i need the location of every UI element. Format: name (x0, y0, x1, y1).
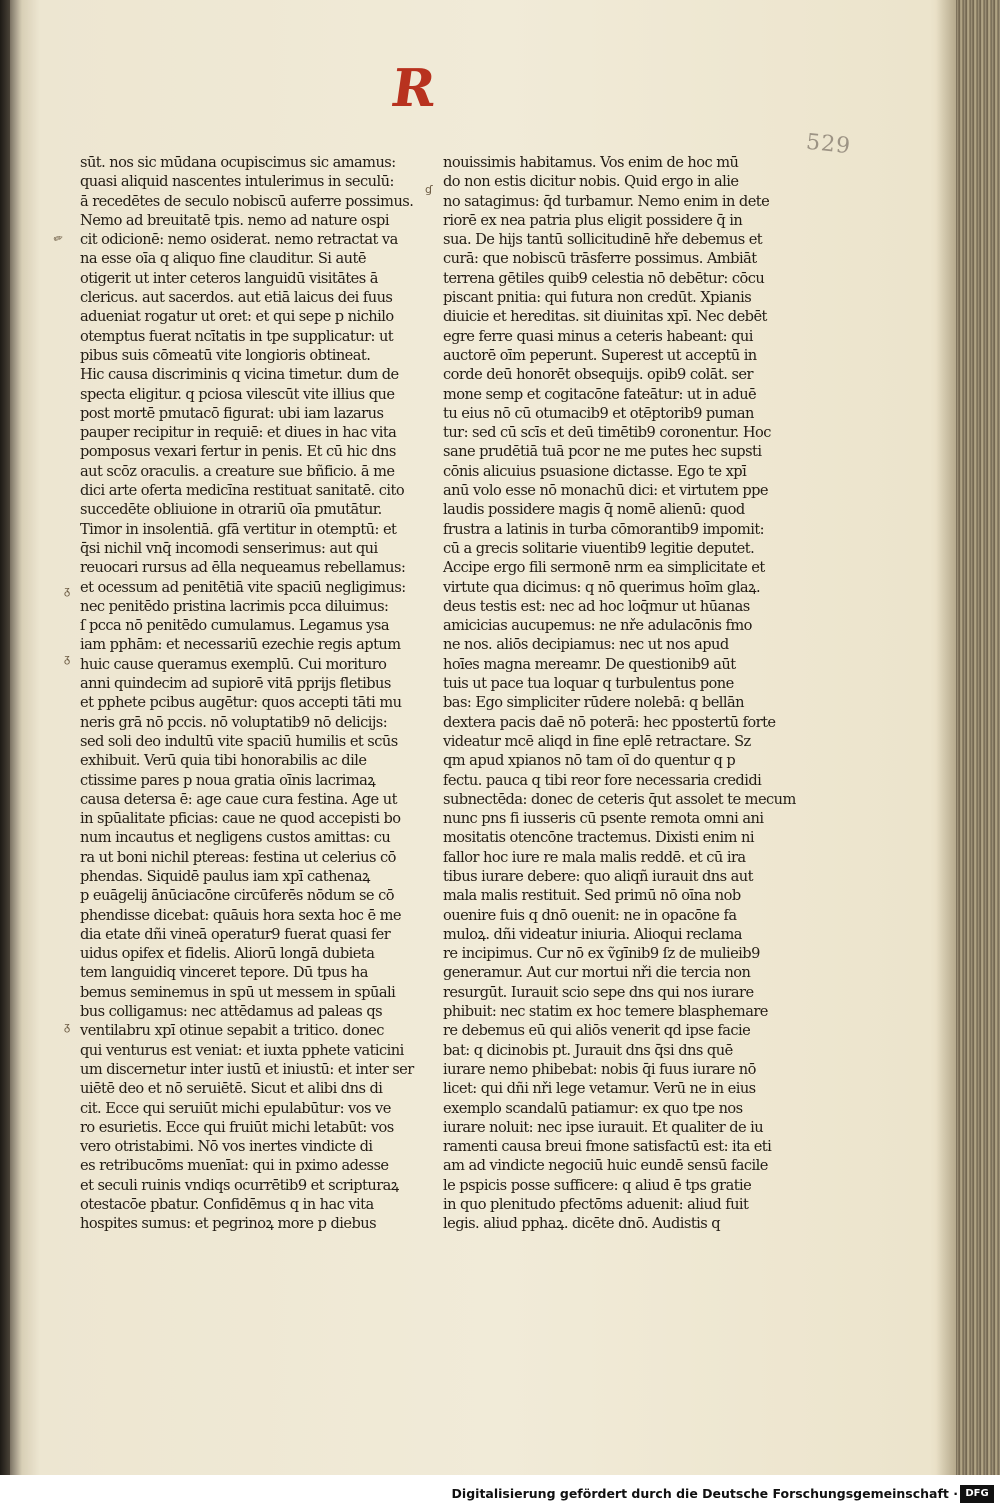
text-line: um discernetur inter iustū et iniustū: et inter ser (80, 1060, 414, 1078)
text-line: et pphete pcibus augētur: quos accepti tāti mu (80, 694, 402, 712)
dfg-logo: DFG (960, 1485, 994, 1503)
text-line: reuocari rursus ad ēlla nequeamus rebellamus: (80, 559, 406, 577)
text-line: cōnis alicuius psuasione dictasse. Ego te xpī (443, 462, 747, 480)
text-line: amicicias aucupemus: ne nře adulacōnis fmo (443, 617, 752, 635)
text-line: otestacōe pbatur. Confidēmus q in hac vita (80, 1196, 374, 1214)
text-line: anni quindecim ad supiorē vitā pprijs fletibus (80, 675, 391, 693)
text-line: pomposus vexari fertur in penis. Et cū hic dns (80, 443, 396, 461)
text-line: mositatis otencōne tractemus. Dixisti enim ni (443, 829, 754, 847)
text-line: exhibuit. Verū quia tibi honorabilis ac dile (80, 752, 367, 770)
text-line: videatur mcē aliqd in fine eplē retractare. Sz (443, 732, 751, 750)
text-line: egre ferre quasi minus a ceteris habeant: qui (443, 327, 753, 345)
text-line: terrena gētiles quib9 celestia nō debētur: cōcu (443, 269, 765, 287)
text-line: q̄si nichil vnq̄ incomodi senserimus: aut qui (80, 539, 378, 557)
text-line: tuis ut pace tua loquar q turbulentus pone (443, 675, 734, 693)
text-line: quasi aliquid nascentes intulerimus in seculū: (80, 173, 394, 191)
text-line: corde deū honorēt obsequijs. opib9 colāt. ser (443, 366, 753, 384)
text-line: Accipe ergo fili sermonē nrm ea simplicitate et (443, 559, 765, 577)
text-line: vero otristabimi. Nō vos inertes vindicte di (80, 1138, 373, 1156)
marginal-annotation: ✎ (50, 231, 67, 246)
text-line: num incautus et negligens custos amittas: cu (80, 829, 391, 847)
text-line: mone semp et cogitacōne fateātur: ut in aduē (443, 385, 757, 403)
text-line: subnectēda: donec de ceteris q̄ut assolet te mecum (443, 790, 796, 808)
page-block-edge (956, 0, 1000, 1475)
text-line: na esse oīa q aliquo fine clauditur. Si autē (80, 250, 366, 268)
text-line: phibuit: nec statim ex hoc temere blasphemare (443, 1003, 768, 1021)
text-line: laudis possidere magis q̄ nomē alienū: quod (443, 501, 745, 519)
text-line: cit. Ecce qui seruiūt michi epulabūtur: vos ve (80, 1099, 391, 1117)
text-line: nec penitēdo pristina lacrimis pcca diluimus: (80, 597, 389, 615)
text-line: ā recedētes de seculo nobiscū auferre possimus. (80, 192, 414, 210)
text-line: Hic causa discriminis q vicina timetur. dum de (80, 366, 399, 384)
text-line: causa detersa ē: age caue cura festina. Age ut (80, 790, 397, 808)
text-line: cū a grecis solitarie viuentib9 legitie deputet. (443, 539, 755, 557)
text-line: otigerit ut inter ceteros languidū visitātes ā (80, 269, 378, 287)
text-line: deus testis est: nec ad hoc loq̄mur ut hūanas (443, 597, 750, 615)
text-line: nouissimis habitamus. Vos enim de hoc mū (443, 154, 739, 171)
text-line: Nemo ad breuitatē tpis. nemo ad nature ospi (80, 211, 389, 229)
text-line: am ad vindicte negociū huic eundē sensū facile (443, 1157, 768, 1175)
text-line: aut scōz oraculis. a creature sue bñficio. ā me (80, 462, 395, 480)
text-line: tibus iurare debere: quo aliqñ iurauit dns aut (443, 867, 753, 885)
text-line: qm apud xpianos nō tam oī do quentur q p (443, 752, 736, 770)
text-line: virtute qua dicimus: q nō querimus hoīm glaꝝ. (443, 578, 761, 596)
text-line: bus colligamus: nec attēdamus ad paleas qs (80, 1003, 383, 1021)
marginal-annotation: ᵹ (64, 584, 71, 597)
text-line: et seculi ruinis vndiqs ocurrētib9 et scripturaꝝ (80, 1176, 399, 1194)
folio-number: 529 (804, 129, 853, 160)
text-line: resurgūt. Iurauit scio sepe dns qui nos iurare (443, 983, 754, 1001)
text-line: et ocessum ad penitētiā vite spaciū negligimus: (80, 578, 406, 596)
text-line: ramenti causa breui fmone satisfactū est: ita eti (443, 1138, 772, 1156)
page-edge-shadow (936, 0, 956, 1475)
text-line: tur: sed cū scīs et deū timētib9 coronentur. Hoc (443, 424, 771, 442)
text-line: neris grā nō pccis. nō voluptatib9 nō delicijs: (80, 713, 388, 731)
text-line: ouenire fuis q dnō ouenit: ne in opacōne fa (443, 906, 737, 924)
text-line: iam pphām: et necessariū ezechie regis aptum (80, 636, 401, 654)
text-line: muloꝝ. dñi videatur iniuria. Alioqui reclama (443, 925, 742, 943)
text-line: bat: q dicinobis pt. Jurauit dns q̄si dns quē (443, 1041, 733, 1059)
marginal-annotation: ᵹ (64, 1020, 71, 1033)
text-line: ne nos. aliōs decipiamus: nec ut nos apud (443, 636, 729, 654)
text-line: bemus seminemus in spū ut messem in spūali (80, 983, 396, 1001)
text-line: phendas. Siquidē paulus iam xpī cathenaꝝ (80, 867, 370, 885)
right-text-column (443, 153, 796, 1234)
text-line: pibus suis cōmeatū vite longioris obtineat. (80, 346, 371, 364)
text-line: dia etate dñi vineā operatur9 fuerat quasi fer (80, 925, 391, 943)
rubricated-initial: R (387, 58, 438, 119)
text-line: curā: que nobiscū trāsferre possimus. Ambiāt (443, 250, 757, 268)
text-line: fectu. pauca q tibi reor fore necessaria credidi (443, 771, 762, 789)
text-line: cit odicionē: nemo osiderat. nemo retractat va (80, 231, 398, 249)
text-line: hospites sumus: et pegrinoꝝ more p diebus (80, 1215, 377, 1233)
text-line: diuicie et hereditas. sit diuinitas xpī. Nec debēt (443, 308, 767, 326)
text-line: specta eligitur. q pciosa vilescūt vite illius que (80, 385, 395, 403)
text-line: ventilabru xpī otinue sepabit a tritico. donec (80, 1022, 384, 1040)
text-line: anū volo esse nō monachū dici: et virtutem ppe (443, 482, 769, 500)
text-line: iurare nemo phibebat: nobis q̄i fuus iurare nō (443, 1060, 756, 1078)
text-line: generamur. Aut cur mortui nři die tercia non (443, 964, 751, 982)
text-line: in spūalitate pficias: caue ne quod accepisti bo (80, 810, 401, 828)
text-line: hoīes magna mereamr. De questionib9 aūt (443, 655, 736, 673)
text-line: licet: qui dñi nři lege vetamur. Verū ne in eius (443, 1080, 756, 1098)
text-line: uidus opifex et fidelis. Aliorū longā dubieta (80, 945, 375, 963)
text-line: otemptus fuerat ncītatis in tpe supplicatur: ut (80, 327, 394, 345)
text-line: auctorē oīm peperunt. Superest ut acceptū in (443, 346, 757, 364)
text-line: tu eius nō cū otumacib9 et otēptorib9 puman (443, 404, 754, 422)
text-line: no satagimus: q̄d turbamur. Nemo enim in dete (443, 192, 770, 210)
text-line: uiētē deo et nō seruiētē. Sicut et alibi dns di (80, 1080, 383, 1098)
text-line: riorē ex nea patria plus eligit possidere q̄ in (443, 211, 743, 229)
text-line: adueniat rogatur ut oret: et qui sepe p nichilo (80, 308, 394, 326)
text-line: sed soli deo indultū vite spaciū humilis et scūs (80, 732, 398, 750)
text-line: qui venturus est veniat: et iuxta pphete vaticini (80, 1041, 404, 1059)
text-line: exemplo scandalū patiamur: ex quo tpe nos (443, 1099, 743, 1117)
funding-credit: Digitalisierung gefördert durch die Deutsche Forschungsgemeinschaft · (451, 1486, 958, 1501)
text-line: clericus. aut sacerdos. aut etiā laicus dei fuus (80, 289, 393, 307)
text-line: ctissime pares p noua gratia oīnis lacrimaꝝ (80, 771, 376, 789)
text-line: phendisse dicebat: quāuis hora sexta hoc ē me (80, 906, 402, 924)
text-line: pauper recipitur in requiē: et diues in hac vita (80, 424, 397, 442)
text-line: sane prudētiā tuā pcor ne me putes hec supsti (443, 443, 762, 461)
text-line: sūt. nos sic mūdana ocupiscimus sic amamus: (80, 154, 396, 171)
text-line: dici arte oferta medicīna restituat sanitatē. cito (80, 482, 405, 500)
text-line: in quo plenitudo pfectōms aduenit: aliud fuit (443, 1196, 749, 1214)
marginal-annotation: ɠ (425, 183, 433, 196)
left-text-column (80, 153, 414, 1234)
text-line: sua. De hijs tantū sollicitudinē hře debemus et (443, 231, 763, 249)
text-line: re incipimus. Cur nō ex ṽgīnib9 ſz de mulieib9 (443, 945, 760, 963)
book-binding (0, 0, 10, 1475)
text-line: tem languidiq vinceret tepore. Dū tpus ha (80, 964, 368, 982)
text-line: nunc pns fi iusseris cū psente remota omni ani (443, 810, 764, 828)
text-line: iurare noluit: nec ipse iurauit. Et qualiter de iu (443, 1118, 764, 1136)
text-line: ſ pcca nō penitēdo cumulamus. Legamus ysa (80, 617, 390, 635)
text-line: mala malis restituit. Sed primū nō oīna nob (443, 887, 741, 905)
text-line: do non estis dicitur nobis. Quid ergo in alie (443, 173, 739, 191)
text-line: frustra a latinis in turba cōmorantib9 impomit: (443, 520, 765, 538)
text-line: huic cause queramus exemplū. Cui morituro (80, 655, 387, 673)
text-line: p euāgelij ānūciacōne circūferēs nōdum se cō (80, 887, 394, 905)
text-line: post mortē pmutacō figurat: ubi iam lazarus (80, 404, 384, 422)
text-line: le pspicis posse sufficere: q aliud ē tps gratie (443, 1176, 752, 1194)
text-line: fallor hoc iure re mala malis reddē. et cū ira (443, 848, 746, 866)
text-line: es retribucōms muenīat: qui in pximo adesse (80, 1157, 389, 1175)
text-line: Timor in insolentiā. gfā vertitur in otemptū: et (80, 520, 397, 538)
text-line: ra ut boni nichil ptereas: festina ut celerius cō (80, 848, 396, 866)
text-line: piscant pnitia: qui futura non credūt. Xpianis (443, 289, 752, 307)
text-line: succedēte obliuione in otrariū oīa pmutātur. (80, 501, 382, 519)
text-line: re debemus eū qui aliōs venerit qd ipse facie (443, 1022, 751, 1040)
text-line: dextera pacis daē nō poterā: hec ppostertū forte (443, 713, 776, 731)
marginal-annotation: ᵹ (64, 652, 71, 665)
text-line: legis. aliud pphaꝝ. dicēte dnō. Audistis q (443, 1215, 721, 1233)
text-line: bas: Ego simpliciter rūdere nolebā: q bellān (443, 694, 745, 712)
text-line: ro esurietis. Ecce qui fruiūt michi letabūt: vos (80, 1118, 394, 1136)
